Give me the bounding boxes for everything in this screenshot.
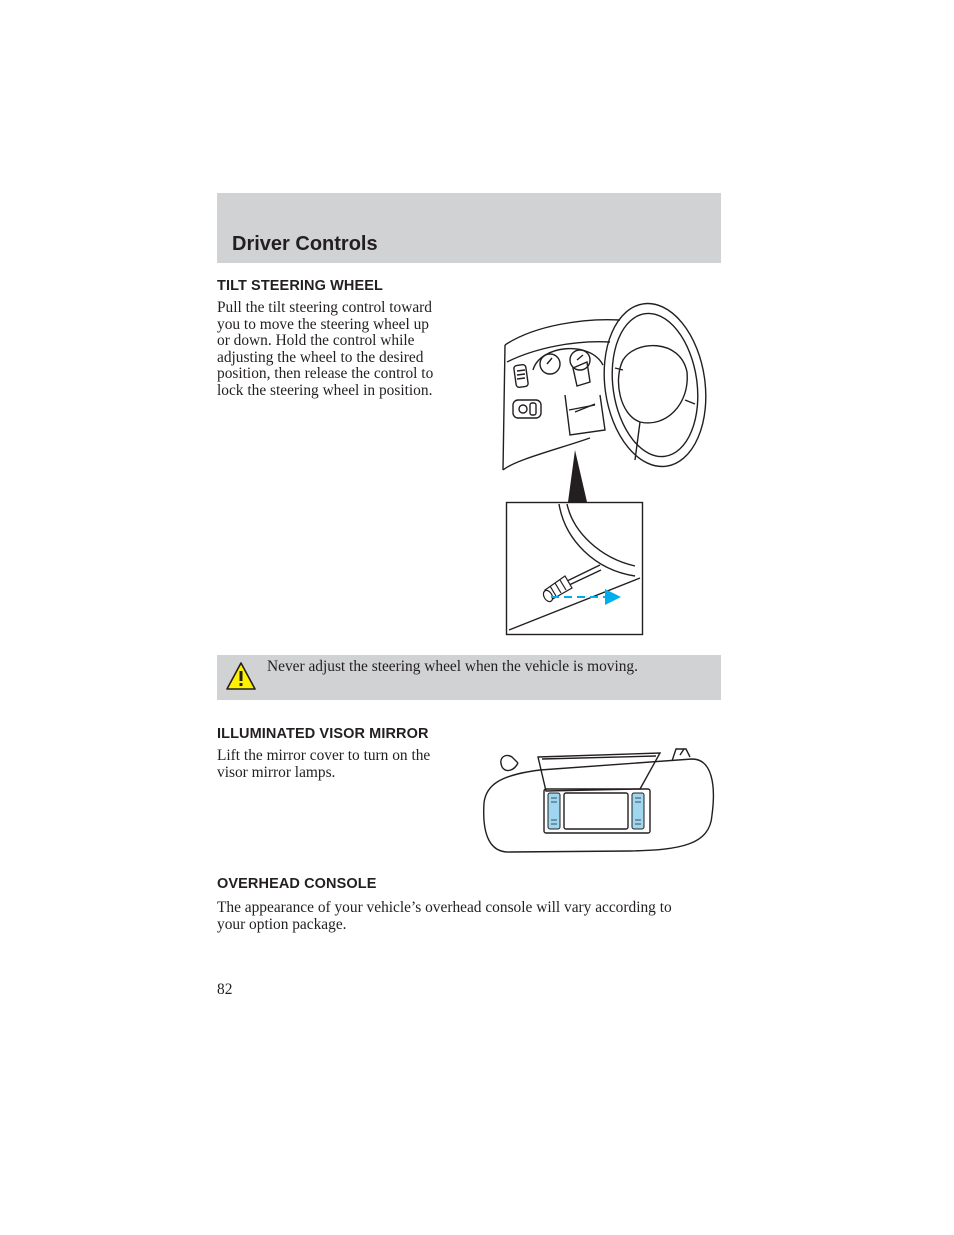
tilt-steering-paragraph <box>217 300 433 399</box>
warning-box <box>217 655 721 700</box>
tilt-steering-line: position, then release the control to <box>217 365 434 382</box>
visor-mirror-paragraph <box>217 748 430 781</box>
visor-mirror-heading: ILLUMINATED VISOR MIRROR <box>217 726 429 742</box>
visor-mirror-line: visor mirror lamps. <box>217 763 336 781</box>
warning-text: Never adjust the steering wheel when the vehicle is moving. <box>267 658 638 675</box>
steering-wheel-illustration <box>495 300 715 640</box>
tilt-steering-line: lock the steering wheel in position. <box>217 381 433 399</box>
overhead-console-paragraph <box>217 900 672 933</box>
overhead-console-heading: OVERHEAD CONSOLE <box>217 876 377 892</box>
section-header-band <box>217 193 721 263</box>
page-title: Driver Controls <box>232 233 378 255</box>
tilt-steering-line: adjusting the wheel to the desired <box>217 348 424 366</box>
page-number: 82 <box>217 981 233 998</box>
visor-mirror-line: Lift the mirror cover to turn on the <box>217 747 431 764</box>
overhead-console-line: your option package. <box>217 915 347 933</box>
warning-triangle-icon <box>225 661 257 691</box>
tilt-steering-heading: TILT STEERING WHEEL <box>217 278 383 294</box>
visor-mirror-illustration <box>480 745 716 857</box>
tilt-steering-line: or down. Hold the control while <box>217 332 415 349</box>
overhead-console-line: The appearance of your vehicle’s overhead console will vary according to <box>217 899 672 916</box>
tilt-steering-line: Pull the tilt steering control toward <box>217 299 433 316</box>
tilt-steering-line: you to move the steering wheel up <box>217 315 429 333</box>
